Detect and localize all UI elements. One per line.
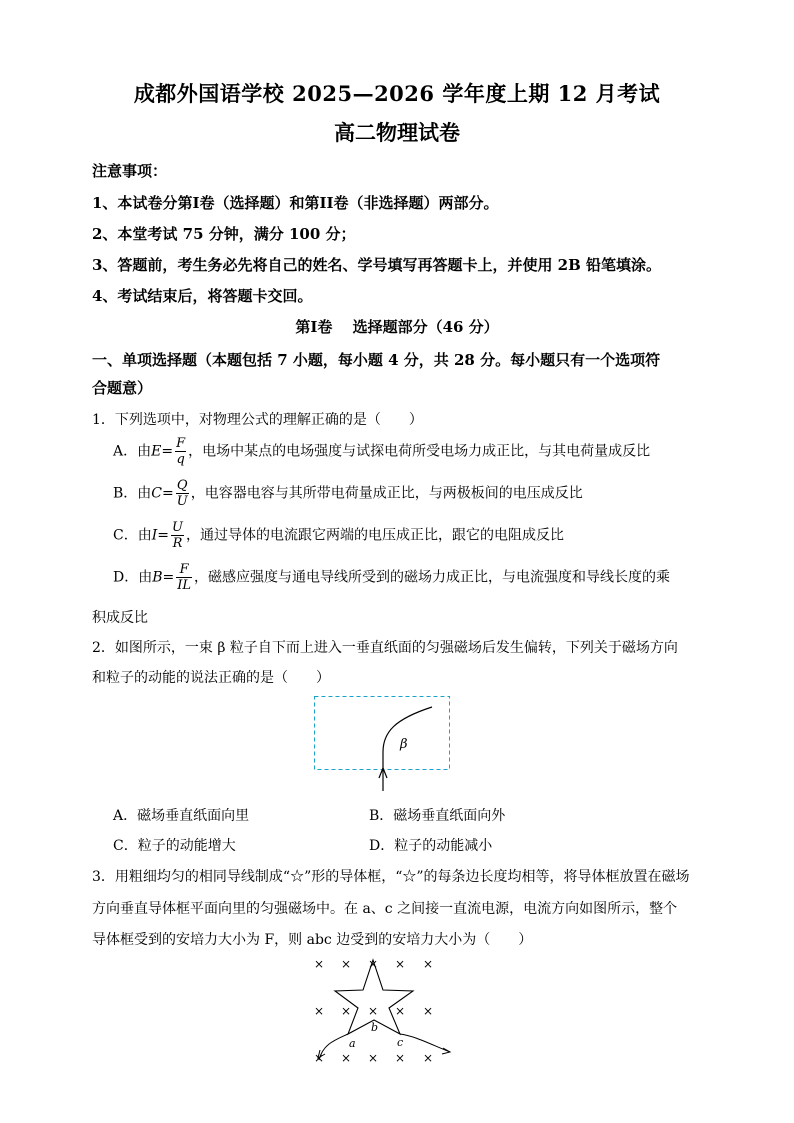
svg-text:×: × <box>314 957 325 971</box>
q3-star-frame-figure <box>305 952 465 1070</box>
q2-option-d: D．粒子的动能减小 <box>369 838 493 854</box>
svg-text:×: × <box>423 1051 434 1065</box>
notice-heading: 注意事项： <box>92 162 168 180</box>
section-heading-line1: 一、单项选择题（本题包括 7 小题，每小题 4 分，共 28 分。每小题只有一个选项符 <box>92 351 661 369</box>
q1-option-b: B．由C= $\frac{Q}{U}$ ，电容器电容与其所带电荷量成正比，与两极板间的电压成反比 <box>113 478 583 509</box>
wire-right <box>400 1034 450 1052</box>
q1-c-fraction: $\frac{U}{R}$ <box>171 520 183 551</box>
svg-text:×: × <box>341 957 352 971</box>
svg-text:×: × <box>368 1051 379 1065</box>
notice-item-4: 4、考试结束后，将答题卡交回。 <box>92 287 313 305</box>
q2-stem-line2: 和粒子的动能的说法正确的是（ ） <box>92 670 330 686</box>
point-c-label: c <box>397 1036 404 1049</box>
svg-text:×: × <box>368 1004 379 1018</box>
svg-text:×: × <box>395 1004 406 1018</box>
q1-option-a: A．由E= $\frac{F}{q}$ ，电场中某点的电场强度与试探电荷所受电场力成正比，与其电荷量成反比 <box>113 436 651 467</box>
notice-item-2: 2、本堂考试 75 分钟，满分 100 分； <box>92 225 356 243</box>
section-heading-line2: 合题意） <box>92 379 153 397</box>
q1-option-d: D．由B= $\frac{F}{IL}$ ，磁感应强度与通电导线所受到的磁场力成正比，与电流强度和导线长度的乘 <box>113 562 671 593</box>
q3-stem-line1: 3．用粗细均匀的相同导线制成“☆”形的导体框，“☆”的每条边长度均相等，将导体框放置在磁场 <box>92 869 690 885</box>
svg-text:×: × <box>423 957 434 971</box>
q1-a-fraction: $\frac{F}{q}$ <box>176 436 186 467</box>
q2-stem-line1: 2．如图所示，一束 β 粒子自下而上进入一垂直纸面的匀强磁场后发生偏转，下列关于磁场方向 <box>92 640 678 656</box>
exam-subtitle: 高二物理试卷 <box>334 120 460 145</box>
notice-item-1: 1、本试卷分第I卷（选择题）和第II卷（非选择题）两部分。 <box>92 194 499 212</box>
part1-heading: 第Ⅰ卷 选择题部分（46 分） <box>295 318 499 336</box>
notice-item-3: 3、答题前，考生务必先将自己的姓名、学号填写再答题卡上，并使用 2B 铅笔填涂。 <box>92 256 662 274</box>
svg-text:×: × <box>423 1004 434 1018</box>
q2-magnetic-field-figure <box>310 692 455 795</box>
svg-text:×: × <box>368 957 379 971</box>
q2-option-a: A．磁场垂直纸面向里 <box>113 808 250 824</box>
q1-d-fraction: $\frac{F}{IL}$ <box>177 562 192 593</box>
q3-stem-line2: 方向垂直导体框平面向里的匀强磁场中。在 a、c 之间接一直流电源，电流方向如图所示，整个 <box>92 901 678 917</box>
q2-option-c: C．粒子的动能增大 <box>113 838 236 854</box>
svg-text:×: × <box>341 1051 352 1065</box>
svg-text:×: × <box>395 957 406 971</box>
point-b-label: b <box>371 1021 379 1034</box>
svg-text:×: × <box>341 1004 352 1018</box>
q3-stem-line3: 导体框受到的安培力大小为 F，则 abc 边受到的安培力大小为（ ） <box>92 932 533 948</box>
exam-title: 成都外国语学校 2025—2026 学年度上期 12 月考试 <box>133 81 661 106</box>
svg-text:×: × <box>395 1051 406 1065</box>
magnetic-field-crosses <box>314 957 433 1065</box>
q2-option-b: B．磁场垂直纸面向外 <box>369 808 506 824</box>
beta-label: β <box>400 737 408 752</box>
q1-option-c: C．由I= $\frac{U}{R}$ ，通过导体的电流跟它两端的电压成正比，跟它的电阻成反比 <box>113 520 564 551</box>
svg-text:×: × <box>314 1051 325 1065</box>
q1-b-fraction: $\frac{Q}{U}$ <box>176 478 188 509</box>
q1-option-d-cont: 积成反比 <box>92 610 148 626</box>
q1-stem: 1．下列选项中，对物理公式的理解正确的是（ ） <box>92 412 423 428</box>
point-a-label: a <box>349 1037 356 1050</box>
svg-text:×: × <box>314 1004 325 1018</box>
